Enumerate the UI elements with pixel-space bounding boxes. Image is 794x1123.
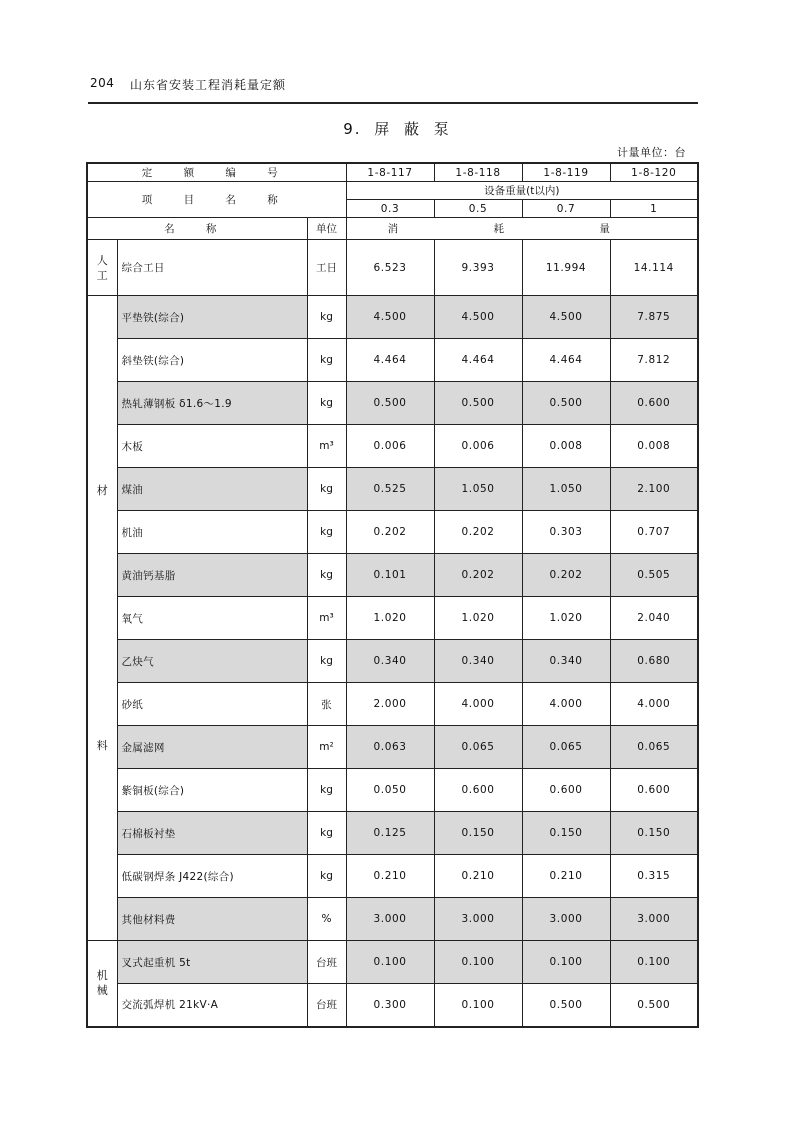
consumption-value: 0.100	[610, 941, 698, 984]
consumption-value: 11.994	[522, 240, 610, 296]
consumption-value: 14.114	[610, 240, 698, 296]
consumption-value: 0.500	[434, 382, 522, 425]
consumption-value: 0.006	[434, 425, 522, 468]
consumption-value: 0.202	[522, 554, 610, 597]
consumption-value: 0.100	[434, 984, 522, 1027]
consumption-value: 0.065	[610, 726, 698, 769]
quota-code: 1-8-119	[522, 163, 610, 182]
resource-name: 黄油钙基脂	[117, 554, 307, 597]
col-consumption-header: 消 耗 量	[346, 218, 698, 240]
param-value: 1	[610, 200, 698, 218]
consumption-value: 0.500	[346, 382, 434, 425]
consumption-value: 2.100	[610, 468, 698, 511]
consumption-value: 4.000	[434, 683, 522, 726]
resource-unit: kg	[307, 339, 346, 382]
page-header	[88, 72, 698, 104]
consumption-value: 0.100	[434, 941, 522, 984]
table-row	[87, 597, 698, 640]
consumption-value: 4.000	[610, 683, 698, 726]
table-row	[87, 812, 698, 855]
consumption-value: 4.500	[522, 296, 610, 339]
resource-name: 机油	[117, 511, 307, 554]
consumption-value: 0.008	[610, 425, 698, 468]
consumption-value: 0.150	[522, 812, 610, 855]
consumption-value: 0.315	[610, 855, 698, 898]
consumption-value: 1.020	[522, 597, 610, 640]
consumption-value: 4.500	[434, 296, 522, 339]
consumption-value: 0.210	[434, 855, 522, 898]
page-number: 204	[90, 76, 115, 90]
table-row	[87, 296, 698, 339]
consumption-value: 0.340	[346, 640, 434, 683]
consumption-value: 4.000	[522, 683, 610, 726]
resource-unit: m²	[307, 726, 346, 769]
consumption-value: 7.812	[610, 339, 698, 382]
resource-unit: %	[307, 898, 346, 941]
consumption-value: 1.050	[434, 468, 522, 511]
resource-name: 平垫铁(综合)	[117, 296, 307, 339]
table-row	[87, 769, 698, 812]
consumption-value: 0.065	[434, 726, 522, 769]
consumption-value: 1.020	[434, 597, 522, 640]
consumption-value: 0.300	[346, 984, 434, 1027]
resource-unit: 台班	[307, 941, 346, 984]
consumption-value: 0.600	[610, 769, 698, 812]
resource-name: 综合工日	[117, 240, 307, 296]
consumption-value: 3.000	[522, 898, 610, 941]
resource-unit: m³	[307, 425, 346, 468]
quota-table	[86, 162, 699, 1028]
consumption-value: 4.464	[434, 339, 522, 382]
table-row	[87, 240, 698, 296]
resource-name: 煤油	[117, 468, 307, 511]
table-row	[87, 898, 698, 941]
resource-unit: kg	[307, 296, 346, 339]
consumption-value: 0.202	[434, 554, 522, 597]
consumption-value: 0.500	[522, 382, 610, 425]
category-cell: 材 料	[87, 296, 117, 941]
quota-code: 1-8-117	[346, 163, 434, 182]
consumption-value: 0.008	[522, 425, 610, 468]
consumption-value: 0.210	[522, 855, 610, 898]
resource-unit: m³	[307, 597, 346, 640]
table-row	[87, 468, 698, 511]
consumption-value: 1.020	[346, 597, 434, 640]
resource-unit: 张	[307, 683, 346, 726]
consumption-value: 4.500	[346, 296, 434, 339]
category-cell: 机 械	[87, 941, 117, 1027]
resource-name: 低碳钢焊条 J422(综合)	[117, 855, 307, 898]
category-cell: 人 工	[87, 240, 117, 296]
quota-code: 1-8-120	[610, 163, 698, 182]
section-title: 9. 屏 蔽 泵	[343, 120, 451, 138]
resource-unit: kg	[307, 640, 346, 683]
table-row	[87, 554, 698, 597]
resource-name: 木板	[117, 425, 307, 468]
table-row	[87, 984, 698, 1027]
consumption-value: 4.464	[346, 339, 434, 382]
table-row	[87, 425, 698, 468]
resource-name: 乙炔气	[117, 640, 307, 683]
resource-name: 其他材料费	[117, 898, 307, 941]
consumption-value: 3.000	[610, 898, 698, 941]
resource-unit: 台班	[307, 984, 346, 1027]
consumption-value: 0.340	[434, 640, 522, 683]
consumption-value: 0.065	[522, 726, 610, 769]
resource-name: 石棉板衬垫	[117, 812, 307, 855]
table-row	[87, 511, 698, 554]
resource-name: 氧气	[117, 597, 307, 640]
resource-name: 热轧薄钢板 δ1.6～1.9	[117, 382, 307, 425]
table-row	[87, 640, 698, 683]
consumption-value: 0.202	[434, 511, 522, 554]
param-value: 0.5	[434, 200, 522, 218]
unit-note: 计量单位：台	[617, 146, 686, 159]
param-value: 0.3	[346, 200, 434, 218]
consumption-value: 7.875	[610, 296, 698, 339]
col-name-header: 名 称	[87, 218, 307, 240]
resource-unit: 工日	[307, 240, 346, 296]
item-name-label: 项 目 名 称	[87, 182, 346, 218]
consumption-value: 0.680	[610, 640, 698, 683]
consumption-value: 0.340	[522, 640, 610, 683]
consumption-value: 2.000	[346, 683, 434, 726]
consumption-value: 0.150	[434, 812, 522, 855]
quota-code: 1-8-118	[434, 163, 522, 182]
resource-name: 紫铜板(综合)	[117, 769, 307, 812]
col-unit-header: 单位	[307, 218, 346, 240]
resource-unit: kg	[307, 511, 346, 554]
resource-name: 斜垫铁(综合)	[117, 339, 307, 382]
book-title: 山东省安装工程消耗量定额	[130, 78, 287, 92]
consumption-value: 0.600	[522, 769, 610, 812]
consumption-value: 0.050	[346, 769, 434, 812]
consumption-value: 0.505	[610, 554, 698, 597]
table-row	[87, 683, 698, 726]
table-row	[87, 339, 698, 382]
consumption-value: 2.040	[610, 597, 698, 640]
consumption-value: 0.500	[522, 984, 610, 1027]
consumption-value: 0.500	[610, 984, 698, 1027]
table-row	[87, 941, 698, 984]
consumption-value: 0.100	[346, 941, 434, 984]
consumption-value: 0.125	[346, 812, 434, 855]
consumption-value: 0.525	[346, 468, 434, 511]
consumption-value: 0.063	[346, 726, 434, 769]
table-row	[87, 855, 698, 898]
consumption-value: 0.006	[346, 425, 434, 468]
resource-unit: kg	[307, 554, 346, 597]
resource-name: 交流弧焊机 21kV·A	[117, 984, 307, 1027]
consumption-value: 1.050	[522, 468, 610, 511]
quota-code-label: 定 额 编 号	[87, 163, 346, 182]
resource-unit: kg	[307, 855, 346, 898]
resource-unit: kg	[307, 382, 346, 425]
consumption-value: 0.101	[346, 554, 434, 597]
resource-unit: kg	[307, 769, 346, 812]
resource-name: 砂纸	[117, 683, 307, 726]
consumption-value: 0.100	[522, 941, 610, 984]
resource-unit: kg	[307, 812, 346, 855]
resource-unit: kg	[307, 468, 346, 511]
param-label-row	[87, 182, 698, 200]
table-row	[87, 726, 698, 769]
consumption-value: 3.000	[346, 898, 434, 941]
consumption-value: 0.150	[610, 812, 698, 855]
table-row	[87, 382, 698, 425]
param-value: 0.7	[522, 200, 610, 218]
consumption-value: 0.210	[346, 855, 434, 898]
consumption-value: 0.600	[434, 769, 522, 812]
consumption-value: 4.464	[522, 339, 610, 382]
consumption-value: 0.707	[610, 511, 698, 554]
consumption-value: 6.523	[346, 240, 434, 296]
consumption-value: 0.303	[522, 511, 610, 554]
consumption-value: 9.393	[434, 240, 522, 296]
resource-name: 金属滤网	[117, 726, 307, 769]
consumption-value: 3.000	[434, 898, 522, 941]
resource-name: 叉式起重机 5t	[117, 941, 307, 984]
consumption-value: 0.600	[610, 382, 698, 425]
quota-code-row	[87, 163, 698, 182]
param-label: 设备重量(t以内)	[346, 182, 698, 200]
consumption-value: 0.202	[346, 511, 434, 554]
column-header-row	[87, 218, 698, 240]
